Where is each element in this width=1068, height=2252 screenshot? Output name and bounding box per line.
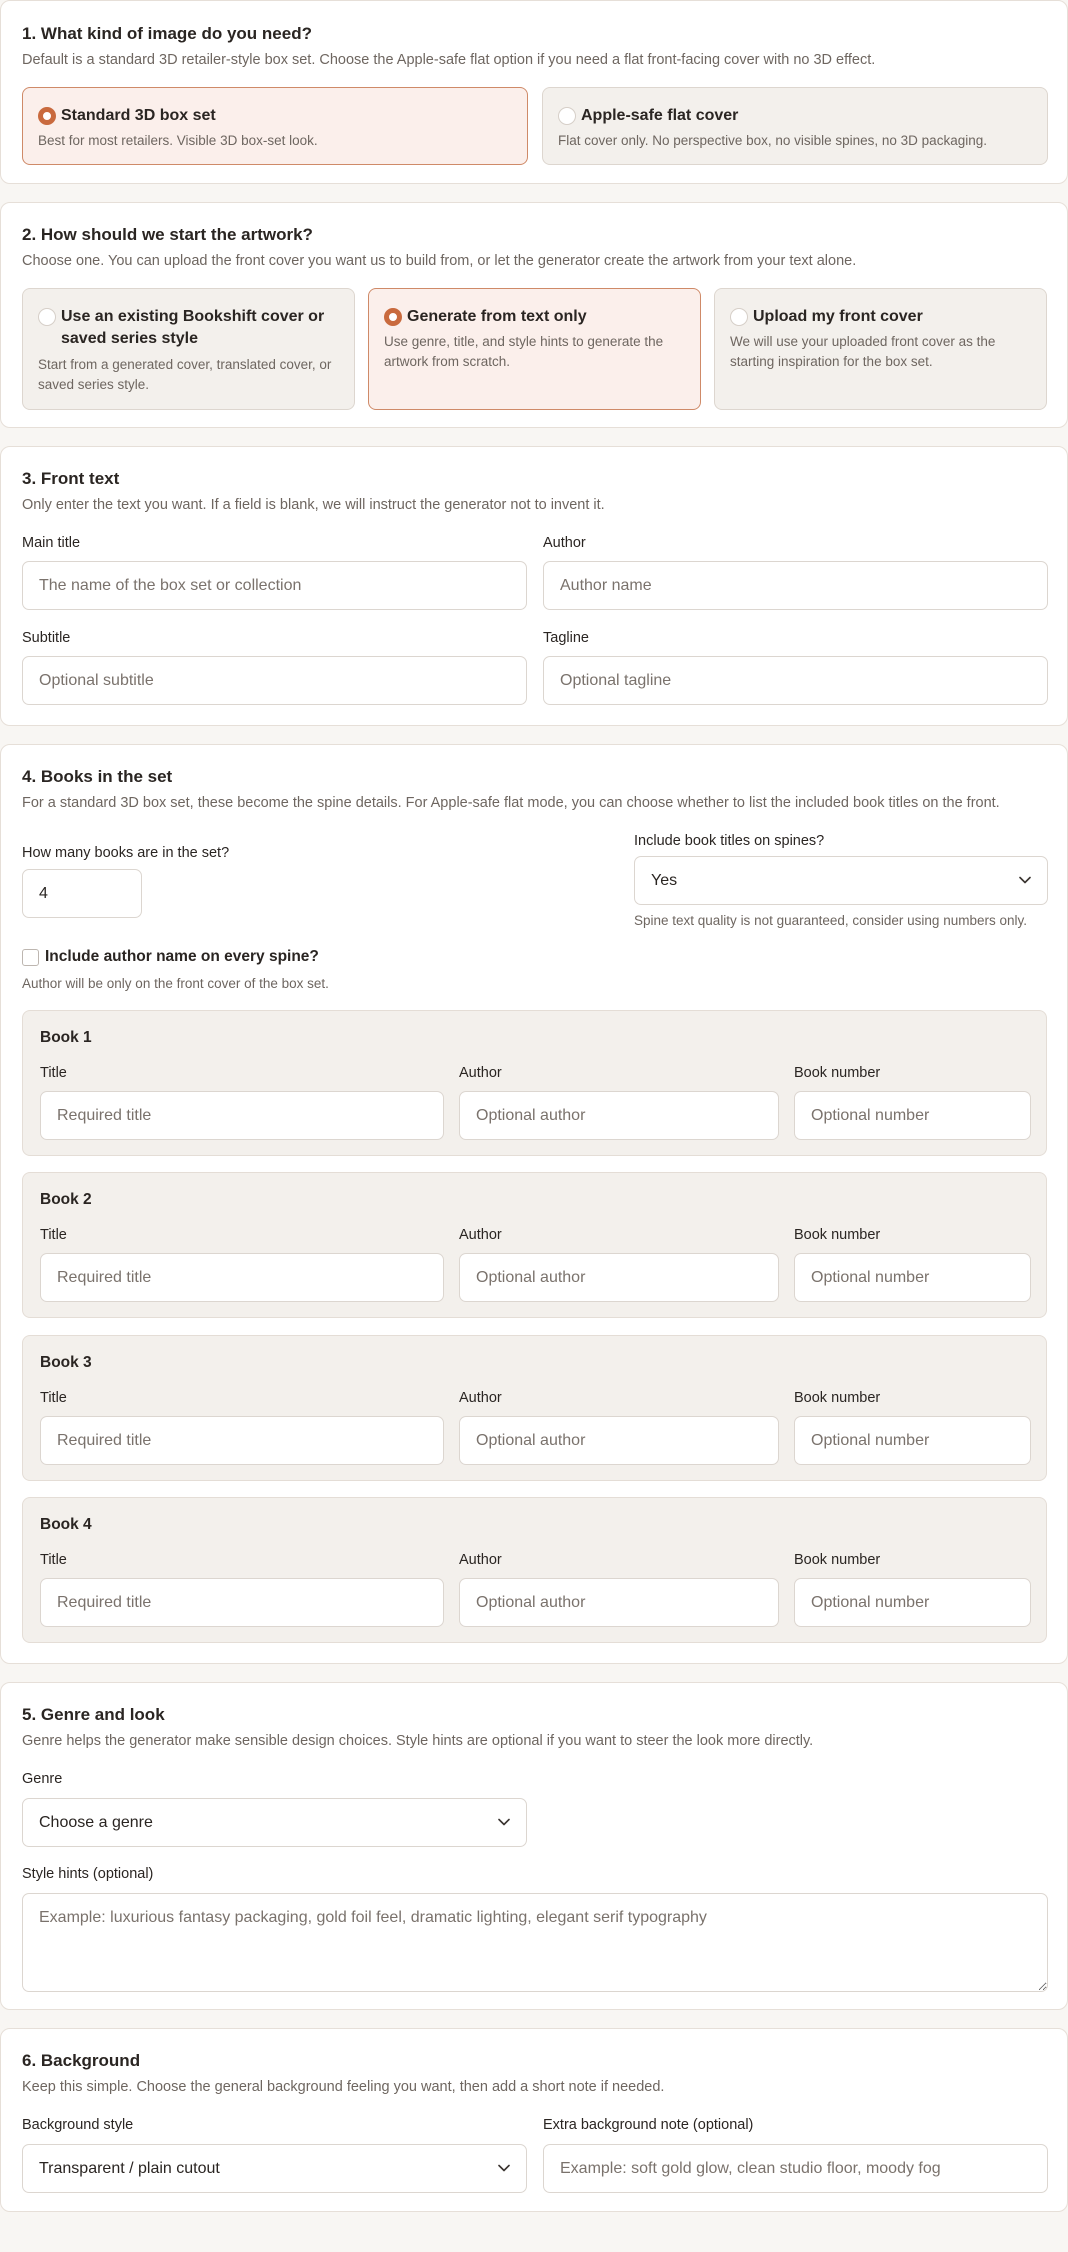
book-author-label: Author [459,1065,502,1081]
chevron-down-icon [1019,876,1031,884]
book-card [22,1172,1047,1318]
section-description: Keep this simple. Choose the general background feeling you want, then add a short note if needed. [22,2079,665,2095]
option-title: Upload my front cover [753,308,923,325]
book-title-label: Title [40,1065,67,1081]
background-note-input[interactable] [543,2144,1048,2193]
option-description: Flat cover only. No perspective box, no visible spines, no 3D packaging. [558,133,987,148]
option-standard-3d-box-set[interactable] [22,87,528,165]
book-title-input[interactable] [40,1253,444,1302]
option-upload-front-cover[interactable] [714,288,1047,410]
option-generate-from-text[interactable] [368,288,701,410]
genre-select[interactable] [22,1798,527,1847]
book-heading: Book 1 [40,1029,92,1046]
select-value: Yes [651,871,678,889]
book-count-input[interactable] [22,869,142,918]
option-title: Standard 3D box set [61,107,216,124]
author-spine-checkbox[interactable] [22,949,39,966]
genre-label: Genre [22,1771,63,1787]
book-heading: Book 2 [40,1191,92,1208]
section-title: 5. Genre and look [22,1705,165,1724]
book-author-input[interactable] [459,1253,779,1302]
book-title-input[interactable] [40,1091,444,1140]
section-title: 2. How should we start the artwork? [22,225,313,244]
book-author-label: Author [459,1390,502,1406]
radio-button[interactable] [558,107,576,125]
spine-titles-label: Include book titles on spines? [634,833,825,849]
book-title-input[interactable] [40,1578,444,1627]
main-title-input[interactable] [22,561,527,610]
style-hints-label: Style hints (optional) [22,1866,154,1882]
section-description: Default is a standard 3D retailer-style box set. Choose the Apple-safe flat option if you need a flat front-facing cover with no 3D effect. [22,52,876,68]
section-title: 6. Background [22,2051,141,2070]
book-heading: Book 3 [40,1354,92,1371]
book-number-label: Book number [794,1065,881,1081]
book-number-input[interactable] [794,1091,1031,1140]
spine-help-text: Spine text quality is not guaranteed, consider using numbers only. [634,913,1027,928]
book-count-label: How many books are in the set? [22,845,230,861]
option-title: Use an existing Bookshift cover or saved series style [61,308,325,347]
section-image-type [0,0,1068,184]
option-description: We will use your uploaded front cover as the starting inspiration for the box set. [730,334,996,369]
author-spine-help: Author will be only on the front cover of the box set. [22,976,329,991]
tagline-input[interactable] [543,656,1048,705]
book-title-label: Title [40,1552,67,1568]
chevron-down-icon [498,2164,510,2172]
section-title: 4. Books in the set [22,767,173,786]
option-description: Use genre, title, and style hints to generate the artwork from scratch. [384,334,664,369]
select-value: Transparent / plain cutout [39,2159,220,2177]
book-title-label: Title [40,1390,67,1406]
book-number-label: Book number [794,1552,881,1568]
subtitle-label: Subtitle [22,630,71,646]
option-description: Start from a generated cover, translated cover, or saved series style. [38,357,332,392]
author-spine-label: Include author name on every spine? [45,948,319,965]
book-number-input[interactable] [794,1578,1031,1627]
book-author-input[interactable] [459,1091,779,1140]
radio-button[interactable] [730,308,748,326]
section-artwork-start [0,202,1068,428]
book-author-input[interactable] [459,1416,779,1465]
book-number-label: Book number [794,1227,881,1243]
radio-button[interactable] [38,308,56,326]
tagline-label: Tagline [543,630,589,646]
section-description: Genre helps the generator make sensible design choices. Style hints are optional if you want to steer the look more directly. [22,1733,814,1749]
author-label: Author [543,535,586,551]
book-title-input[interactable] [40,1416,444,1465]
option-description: Best for most retailers. Visible 3D box-set look. [38,133,318,148]
option-title: Apple-safe flat cover [581,107,739,124]
book-author-input[interactable] [459,1578,779,1627]
section-title: 3. Front text [22,469,120,488]
section-description: For a standard 3D box set, these become the spine details. For Apple-safe flat mode, you can choose whether to list the included book titles on the front. [22,795,1000,811]
book-number-input[interactable] [794,1253,1031,1302]
book-number-label: Book number [794,1390,881,1406]
spine-titles-select[interactable] [634,856,1048,905]
radio-button[interactable] [384,308,402,326]
option-title: Generate from text only [407,308,587,325]
book-card [22,1010,1047,1156]
style-hints-textarea[interactable] [22,1893,1048,1992]
book-author-label: Author [459,1552,502,1568]
option-existing-bookshift-cover[interactable] [22,288,355,410]
section-front-text [0,446,1068,726]
section-background [0,2028,1068,2212]
subtitle-input[interactable] [22,656,527,705]
radio-button[interactable] [38,107,56,125]
background-style-select[interactable] [22,2144,527,2193]
book-card [22,1497,1047,1643]
background-style-label: Background style [22,2117,134,2133]
book-author-label: Author [459,1227,502,1243]
section-description: Only enter the text you want. If a field is blank, we will instruct the generator not to invent it. [22,497,605,513]
section-title: 1. What kind of image do you need? [22,24,312,43]
book-title-label: Title [40,1227,67,1243]
option-apple-safe-flat-cover[interactable] [542,87,1048,165]
author-input[interactable] [543,561,1048,610]
book-card [22,1335,1047,1481]
section-books-in-set [0,744,1068,1664]
section-description: Choose one. You can upload the front cover you want us to build from, or let the generator create the artwork from your text alone. [22,253,857,269]
select-value: Choose a genre [39,1813,153,1831]
main-title-label: Main title [22,535,81,551]
chevron-down-icon [498,1818,510,1826]
book-heading: Book 4 [40,1516,92,1533]
section-genre-look [0,1682,1068,2010]
book-number-input[interactable] [794,1416,1031,1465]
background-note-label: Extra background note (optional) [543,2117,754,2133]
